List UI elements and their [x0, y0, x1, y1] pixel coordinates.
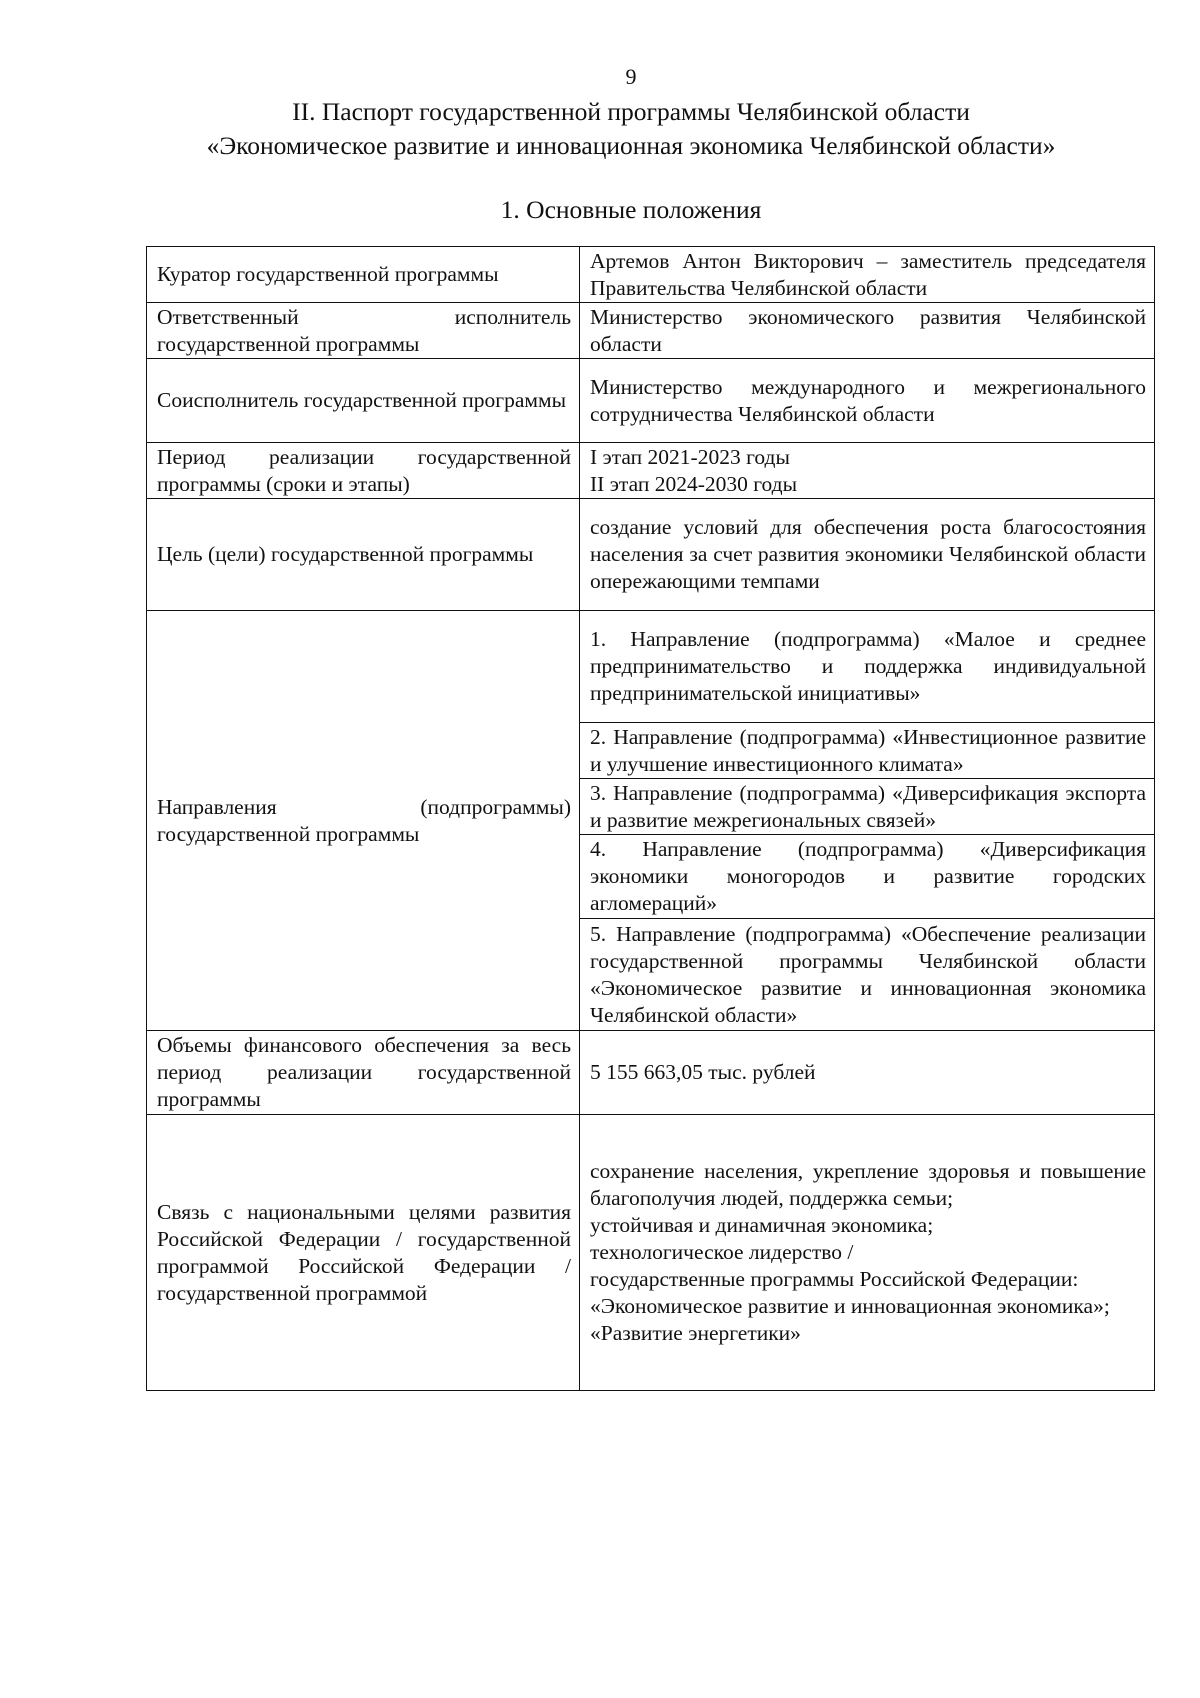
direction-item-5: 5. Направление (подпрограмма) «Обеспечение реализации государственной программы Челябинской области «Экономическое развитие и инновационная экономика Челябинской области» — [580, 919, 1155, 1031]
curator-label: Куратор государственной программы — [147, 247, 580, 303]
period-stage-1: I этап 2021-2023 годы — [590, 444, 790, 469]
responsible-label: Ответственный исполнитель государственной программы — [147, 303, 580, 359]
direction-item-3: 3. Направление (подпрограмма) «Диверсификация экспорта и развитие межрегиональных связей» — [580, 779, 1155, 835]
curator-value: Артемов Антон Викторович – заместитель председателя Правительства Челябинской области — [580, 247, 1155, 303]
passport-table — [146, 246, 1155, 1391]
national-goals-line-4: государственные программы Российской Федерации: — [590, 1267, 1079, 1291]
direction-item-2: 2. Направление (подпрограмма) «Инвестиционное развитие и улучшение инвестиционного климата» — [580, 723, 1155, 779]
national-goals-value — [580, 1115, 1155, 1391]
table-row-funding — [147, 1031, 1155, 1115]
section-title-line-1: II. Паспорт государственной программы Челябинской области — [292, 97, 970, 126]
period-value — [580, 443, 1155, 499]
period-label: Период реализации государственной программы (сроки и этапы) — [147, 443, 580, 499]
funding-label: Объемы финансового обеспечения за весь период реализации государственной программы — [147, 1031, 580, 1115]
coexecutor-label: Соисполнитель государственной программы — [147, 359, 580, 443]
table-row-national-goals — [147, 1115, 1155, 1391]
national-goals-line-6: «Развитие энергетики» — [590, 1321, 801, 1345]
period-stage-2: II этап 2024-2030 годы — [590, 471, 798, 496]
goal-value: создание условий для обеспечения роста благосостояния населения за счет развития экономики Челябинской области опережающими темпами — [580, 499, 1155, 611]
national-goals-line-1: сохранение населения, укрепление здоровья и повышение благополучия людей, поддержка семьи; — [590, 1159, 1146, 1210]
section-title — [0, 95, 1200, 163]
direction-item-1: 1. Направление (подпрограмма) «Малое и среднее предпринимательство и поддержка индивидуальной предпринимательской инициативы» — [580, 611, 1155, 723]
coexecutor-value: Министерство международного и межрегионального сотрудничества Челябинской области — [580, 359, 1155, 443]
direction-item-4: 4. Направление (подпрограмма) «Диверсификация экономики моногородов и развитие городских агломераций» — [580, 835, 1155, 919]
national-goals-line-3: технологическое лидерство / — [590, 1240, 854, 1264]
table-row-curator — [147, 247, 1155, 303]
table-row-period — [147, 443, 1155, 499]
national-goals-line-2: устойчивая и динамичная экономика; — [590, 1213, 934, 1237]
goal-label: Цель (цели) государственной программы — [147, 499, 580, 611]
national-goals-line-5: «Экономическое развитие и инновационная экономика»; — [590, 1294, 1110, 1318]
page-number: 9 — [625, 64, 637, 89]
table-row-responsible — [147, 303, 1155, 359]
directions-label: Направления (подпрограммы) государственной программы — [147, 611, 580, 1031]
subsection-title: 1. Основные положения — [500, 195, 762, 224]
national-goals-label: Связь с национальными целями развития Российской Федерации / государственной программой Российской Федерации / государственной программой — [147, 1115, 580, 1391]
responsible-value: Министерство экономического развития Челябинской области — [580, 303, 1155, 359]
funding-value: 5 155 663,05 тыс. рублей — [580, 1031, 1155, 1115]
table-row-coexecutor — [147, 359, 1155, 443]
section-title-line-2: «Экономическое развитие и инновационная экономика Челябинской области» — [206, 131, 1056, 160]
table-row-goal — [147, 499, 1155, 611]
table-row-direction-1 — [147, 611, 1155, 723]
